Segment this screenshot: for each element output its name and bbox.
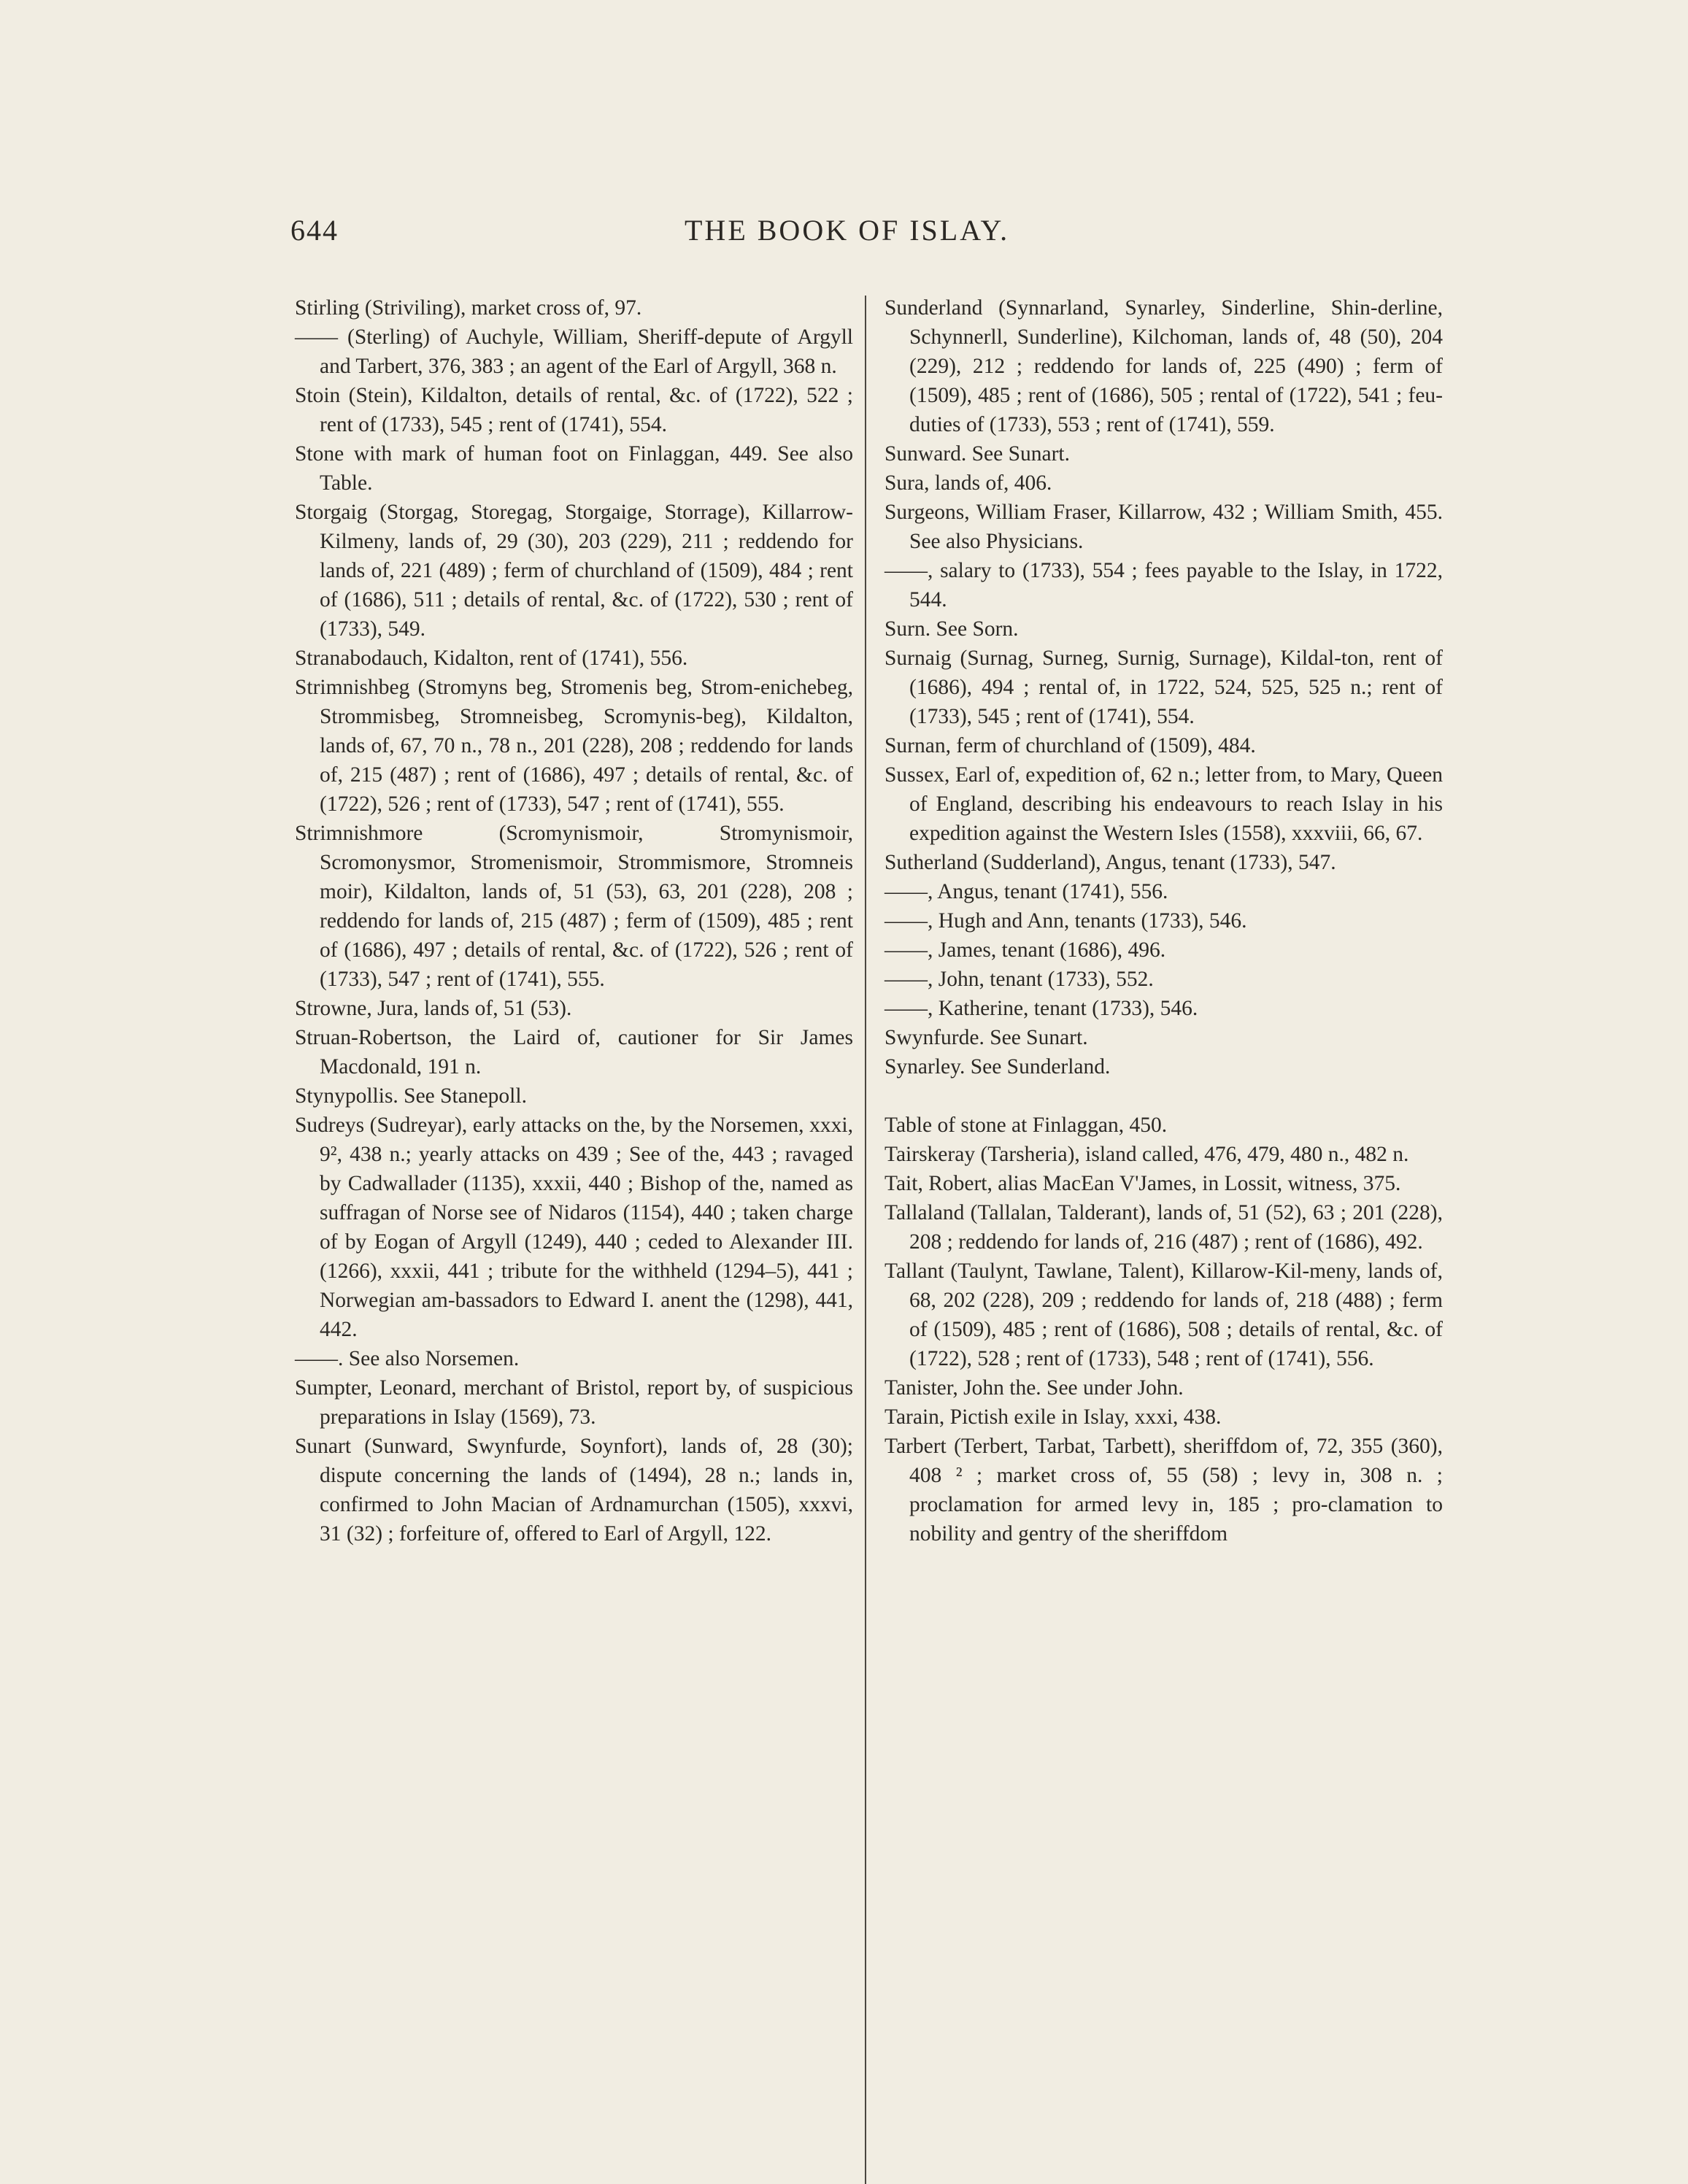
index-entry: Stirling (Striviling), market cross of, 97. — [295, 296, 642, 320]
index-entry: Table of stone at Finlaggan, 450. — [885, 1114, 1168, 1137]
index-entry: Sunward. See Sunart. — [885, 442, 1070, 466]
index-entry: Tallaland (Tallalan, Talderant), lands of, 51 (52), 63 ; 201 (228), 208 ; reddendo for lands of, 216 (487) ; rent of (1686), 492. — [885, 1201, 1443, 1254]
index-entry: Strimnishmore (Scromynismoir, Stromynismoir, Scromonysmor, Stromenismoir, Strommismore, Stromneis moir), Kildalton, lands of, 51 (53), 63, 201 (228), 208 ; reddendo for lands of, 215 (487) ; ferm of (1509), 485 ; rent of (1686), 497 ; details of rental, &c. of (1722), 526 ; rent of (1733), 547 ; rent of (1741), 555. — [295, 822, 853, 991]
index-entry: Swynfurde. See Sunart. — [885, 1026, 1088, 1049]
index-entry: Tairskeray (Tarsheria), island called, 476, 479, 480 n., 482 n. — [885, 1143, 1409, 1166]
index-entry: Surnan, ferm of churchland of (1509), 484. — [885, 734, 1256, 757]
index-entry: Tallant (Taulynt, Tawlane, Talent), Killarow-Kil-meny, lands of, 68, 202 (228), 209 ; reddendo for lands of, 218 (488) ; ferm of (1509), 485 ; rent of (1686), 508 ; details of rental, &c. of (1722), 528 ; rent of (1733), 548 ; rent of (1741), 556. — [885, 1259, 1443, 1370]
index-entry: Struan-Robertson, the Laird of, cautioner for Sir James Macdonald, 191 n. — [295, 1026, 853, 1079]
index-entry: ——, Katherine, tenant (1733), 546. — [885, 997, 1198, 1020]
index-entry: Sutherland (Sudderland), Angus, tenant (1733), 547. — [885, 851, 1336, 874]
index-entry: Surn. See Sorn. — [885, 617, 1019, 641]
index-entry: —— (Sterling) of Auchyle, William, Sheriff-depute of Argyll and Tarbert, 376, 383 ; an agent of the Earl of Argyll, 368 n. — [295, 325, 853, 378]
index-entry: ——, Angus, tenant (1741), 556. — [885, 880, 1168, 903]
index-entry: Sura, lands of, 406. — [885, 471, 1052, 495]
index-entry: ——, Hugh and Ann, tenants (1733), 546. — [885, 909, 1247, 933]
page-header — [290, 213, 1458, 257]
index-entry: ——, salary to (1733), 554 ; fees payable to the Islay, in 1722, 544. — [885, 559, 1443, 611]
index-entry: Sunderland (Synnarland, Synarley, Sinderline, Shin-derline, Schynnerll, Sunderline), Kilchoman, lands of, 48 (50), 204 (229), 212 ; reddendo for lands of, 225 (490) ; ferm of (1509), 485 ; rent of (1686), 505 ; rental of (1722), 541 ; feu-duties of (1733), 553 ; rent of (1741), 559. — [885, 296, 1443, 436]
index-entry: Surnaig (Surnag, Surneg, Surnig, Surnage), Kildal-ton, rent of (1686), 494 ; rental of, in 1722, 524, 525, 525 n.; rent of (1733), 545 ; rent of (1741), 554. — [885, 647, 1443, 728]
index-column-right — [885, 293, 1443, 1548]
index-entry: Stone with mark of human foot on Finlaggan, 449. See also Table. — [295, 442, 853, 495]
index-entry: Tarain, Pictish exile in Islay, xxxi, 438. — [885, 1405, 1222, 1429]
page-number: 644 — [290, 214, 339, 247]
index-entry: Surgeons, William Fraser, Killarrow, 432 ; William Smith, 455. See also Physicians. — [885, 501, 1443, 553]
index-entry: Stoin (Stein), Kildalton, details of rental, &c. of (1722), 522 ; rent of (1733), 545 ; rent of (1741), 554. — [295, 384, 853, 436]
index-entry: Sumpter, Leonard, merchant of Bristol, report by, of suspicious preparations in Islay (1569), 73. — [295, 1376, 853, 1429]
index-entry: Tait, Robert, alias MacEan V'James, in Lossit, witness, 375. — [885, 1172, 1401, 1195]
index-entry: Sudreys (Sudreyar), early attacks on the, by the Norsemen, xxxi, 9², 438 n.; yearly attacks on 439 ; See of the, 443 ; ravaged by Cadwallader (1135), xxxii, 440 ; Bishop of the, named as suffragan of Norse see of Nidaros (1154), 440 ; taken charge of by Eogan of Argyll (1249), 440 ; ceded to Alexander III. (1266), xxxii, 441 ; tribute for the withheld (1294–5), 441 ; Norwegian am-bassadors to Edward I. anent the (1298), 441, 442. — [295, 1114, 853, 1341]
index-column-left — [295, 293, 853, 1548]
index-entry: Sunart (Sunward, Swynfurde, Soynfort), lands of, 28 (30); dispute concerning the lands of (1494), 28 n.; lands in, confirmed to John Macian of Ardnamurchan (1505), xxxvi, 31 (32) ; forfeiture of, offered to Earl of Argyll, 122. — [295, 1435, 853, 1546]
index-entry: Storgaig (Storgag, Storegag, Storgaige, Storrage), Killarrow-Kilmeny, lands of, 29 (30), 203 (229), 211 ; reddendo for lands of, 221 (489) ; ferm of churchland of (1509), 484 ; rent of (1686), 511 ; details of rental, &c. of (1722), 530 ; rent of (1733), 549. — [295, 501, 853, 641]
index-entry: Stynypollis. See Stanepoll. — [295, 1084, 527, 1108]
index-entry: ——, John, tenant (1733), 552. — [885, 968, 1154, 991]
index-entry: Strowne, Jura, lands of, 51 (53). — [295, 997, 572, 1020]
index-entry: ——, James, tenant (1686), 496. — [885, 938, 1166, 962]
index-entry: Strimnishbeg (Stromyns beg, Stromenis beg, Strom-enichebeg, Strommisbeg, Stromneisbeg, Scromynis-beg), Kildalton, lands of, 67, 70 n., 78 n., 201 (228), 208 ; reddendo for lands of, 215 (487) ; rent of (1686), 497 ; details of rental, &c. of (1722), 526 ; rent of (1733), 547 ; rent of (1741), 555. — [295, 676, 853, 816]
index-entry: Stranabodauch, Kidalton, rent of (1741), 556. — [295, 647, 688, 670]
index-entry: Synarley. See Sunderland. — [885, 1055, 1111, 1079]
index-entry: Tanister, John the. See under John. — [885, 1376, 1184, 1400]
running-title: THE BOOK OF ISLAY. — [685, 214, 1010, 247]
index-entry: Sussex, Earl of, expedition of, 62 n.; letter from, to Mary, Queen of England, describing his endeavours to reach Islay in his expedition against the Western Isles (1558), xxxviii, 66, 67. — [885, 763, 1443, 845]
column-divider — [865, 296, 866, 2184]
section-gap — [885, 1081, 1443, 1111]
index-entry: Tarbert (Terbert, Tarbat, Tarbett), sheriffdom of, 72, 355 (360), 408 ² ; market cross of, 55 (58) ; levy in, 308 n. ; proclamation for armed levy in, 185 ; pro-clamation to nobility and gentry of the sheriffdom — [885, 1435, 1443, 1546]
index-entry: ——. See also Norsemen. — [295, 1347, 520, 1370]
